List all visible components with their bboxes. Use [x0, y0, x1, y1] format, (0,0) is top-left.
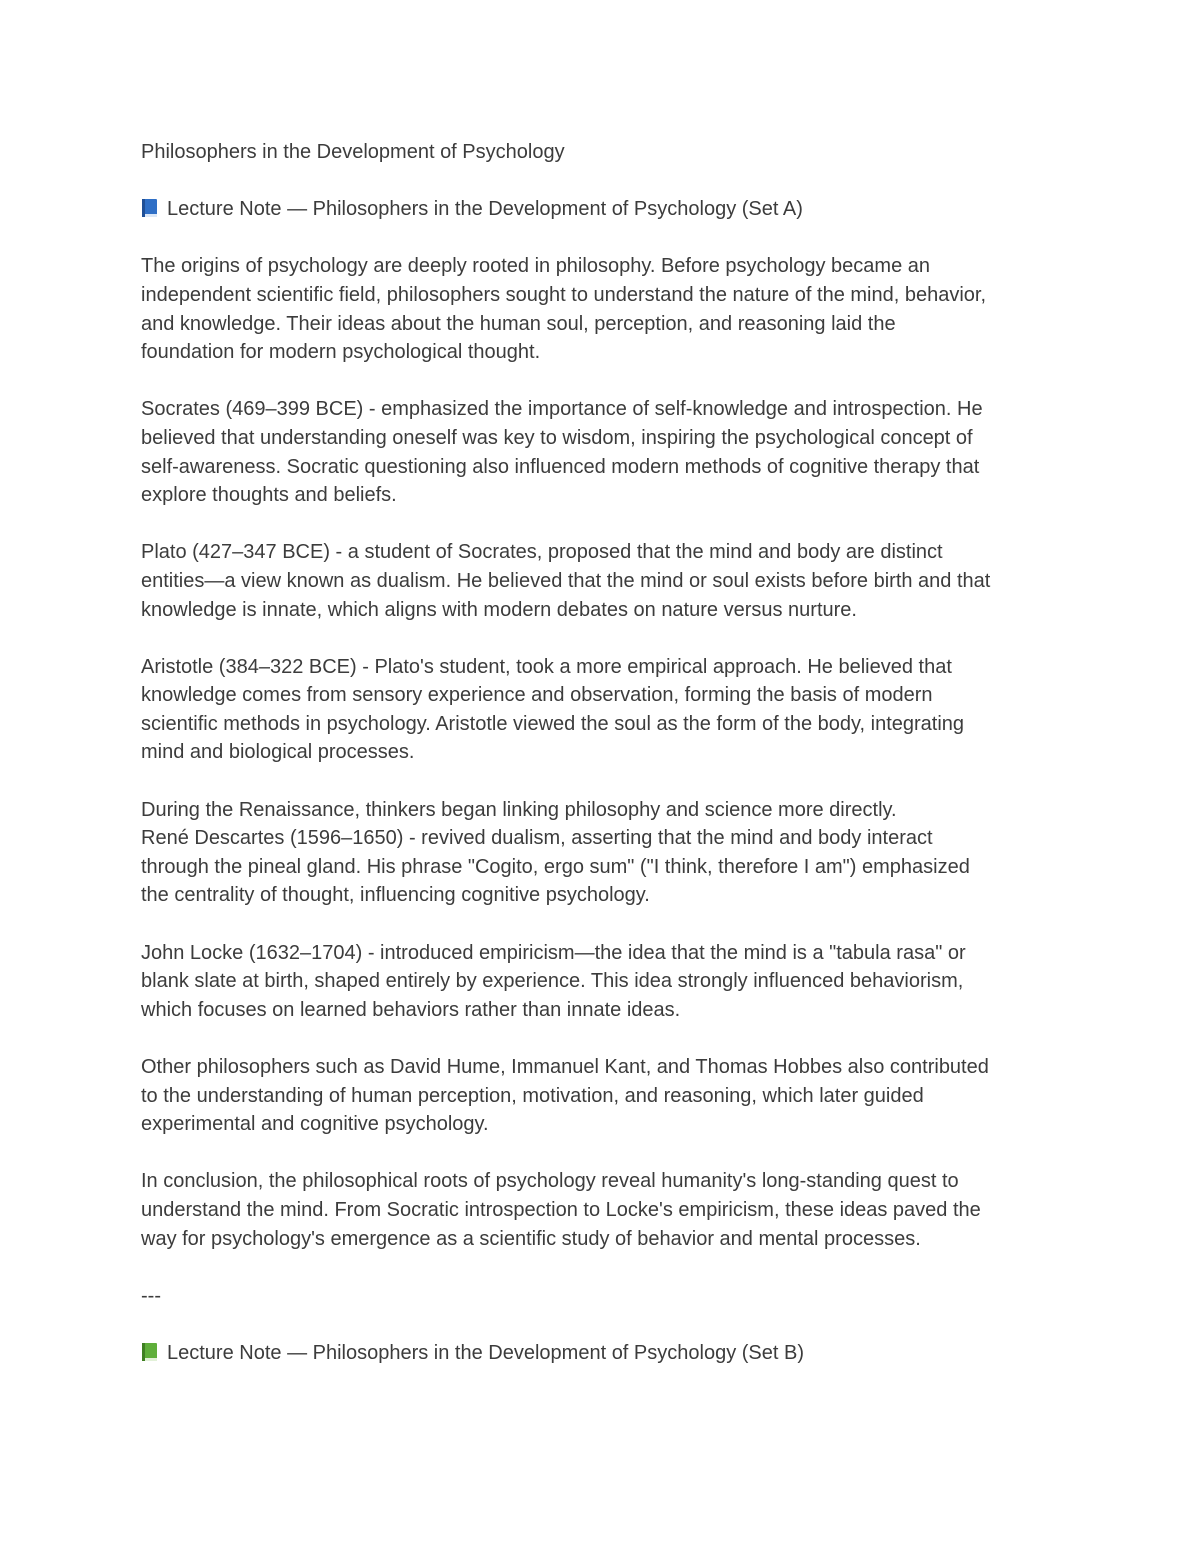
set-a-heading — [141, 195, 1071, 224]
intro-line: and knowledge. Their ideas about the human soul, perception, and reasoning laid the — [141, 312, 896, 335]
plato-line: knowledge is innate, which aligns with modern debates on nature versus nurture. — [141, 598, 857, 621]
green-book-icon — [141, 1342, 158, 1362]
locke-paragraph — [141, 939, 1071, 1025]
blue-book-icon — [141, 198, 158, 218]
descartes-line: the centrality of thought, influencing cognitive psychology. — [141, 884, 650, 907]
separator-text: --- — [141, 1284, 161, 1307]
set-b-heading-text: Lecture Note — Philosophers in the Development of Psychology (Set B) — [167, 1341, 804, 1364]
conclusion-line: understand the mind. From Socratic introspection to Locke's empiricism, these ideas paved the — [141, 1198, 981, 1221]
conclusion-line: In conclusion, the philosophical roots of psychology reveal humanity's long-standing quest to — [141, 1170, 959, 1193]
others-paragraph — [141, 1053, 1071, 1139]
aristotle-line: mind and biological processes. — [141, 741, 415, 764]
socrates-paragraph — [141, 395, 1071, 509]
plato-paragraph — [141, 538, 1071, 624]
descartes-line: through the pineal gland. His phrase "Cogito, ergo sum" ("I think, therefore I am") emphasized — [141, 855, 970, 878]
intro-paragraph — [141, 252, 1071, 366]
socrates-line: self-awareness. Socratic questioning also influenced modern methods of cognitive therapy that — [141, 455, 980, 478]
others-line: to the understanding of human perception, motivation, and reasoning, which later guided — [141, 1084, 924, 1107]
aristotle-line: Aristotle (384–322 BCE) - Plato's student, took a more empirical approach. He believed that — [141, 655, 952, 678]
socrates-line: Socrates (469–399 BCE) - emphasized the importance of self-knowledge and introspection. He — [141, 398, 983, 421]
others-line: Other philosophers such as David Hume, Immanuel Kant, and Thomas Hobbes also contributed — [141, 1056, 989, 1078]
document-page — [141, 138, 1071, 1396]
document-title — [141, 138, 1071, 167]
aristotle-line: scientific methods in psychology. Aristotle viewed the soul as the form of the body, integrating — [141, 712, 965, 735]
descartes-line: René Descartes (1596–1650) - revived dualism, asserting that the mind and body interact — [141, 827, 933, 850]
others-line: experimental and cognitive psychology. — [141, 1113, 489, 1136]
conclusion-paragraph — [141, 1167, 1071, 1253]
set-b-heading — [141, 1339, 1071, 1368]
renaissance-line: During the Renaissance, thinkers began linking philosophy and science more directly. — [141, 798, 897, 821]
intro-line: foundation for modern psychological thought. — [141, 341, 541, 364]
locke-line: which focuses on learned behaviors rather than innate ideas. — [141, 998, 681, 1021]
aristotle-paragraph — [141, 653, 1071, 767]
plato-line: Plato (427–347 BCE) - a student of Socrates, proposed that the mind and body are distinct — [141, 541, 943, 564]
set-a-heading-text: Lecture Note — Philosophers in the Development of Psychology (Set A) — [167, 198, 803, 221]
socrates-line: believed that understanding oneself was key to wisdom, inspiring the psychological concept of — [141, 426, 973, 449]
socrates-line: explore thoughts and beliefs. — [141, 484, 397, 507]
document-title-text: Philosophers in the Development of Psychology — [141, 141, 565, 163]
intro-line: independent scientific field, philosophers sought to understand the nature of the mind, behavior, — [141, 283, 987, 306]
section-separator — [141, 1282, 1071, 1311]
intro-line: The origins of psychology are deeply rooted in philosophy. Before psychology became an — [141, 255, 930, 278]
locke-line: John Locke (1632–1704) - introduced empiricism—the idea that the mind is a "tabula rasa" or — [141, 941, 966, 964]
locke-line: blank slate at birth, shaped entirely by experience. This idea strongly influenced behaviorism, — [141, 970, 964, 993]
conclusion-line: way for psychology's emergence as a scientific study of behavior and mental processes. — [141, 1227, 921, 1250]
renaissance-paragraph — [141, 796, 1071, 910]
aristotle-line: knowledge comes from sensory experience and observation, forming the basis of modern — [141, 684, 933, 707]
plato-line: entities—a view known as dualism. He believed that the mind or soul exists before birth and that — [141, 569, 991, 592]
